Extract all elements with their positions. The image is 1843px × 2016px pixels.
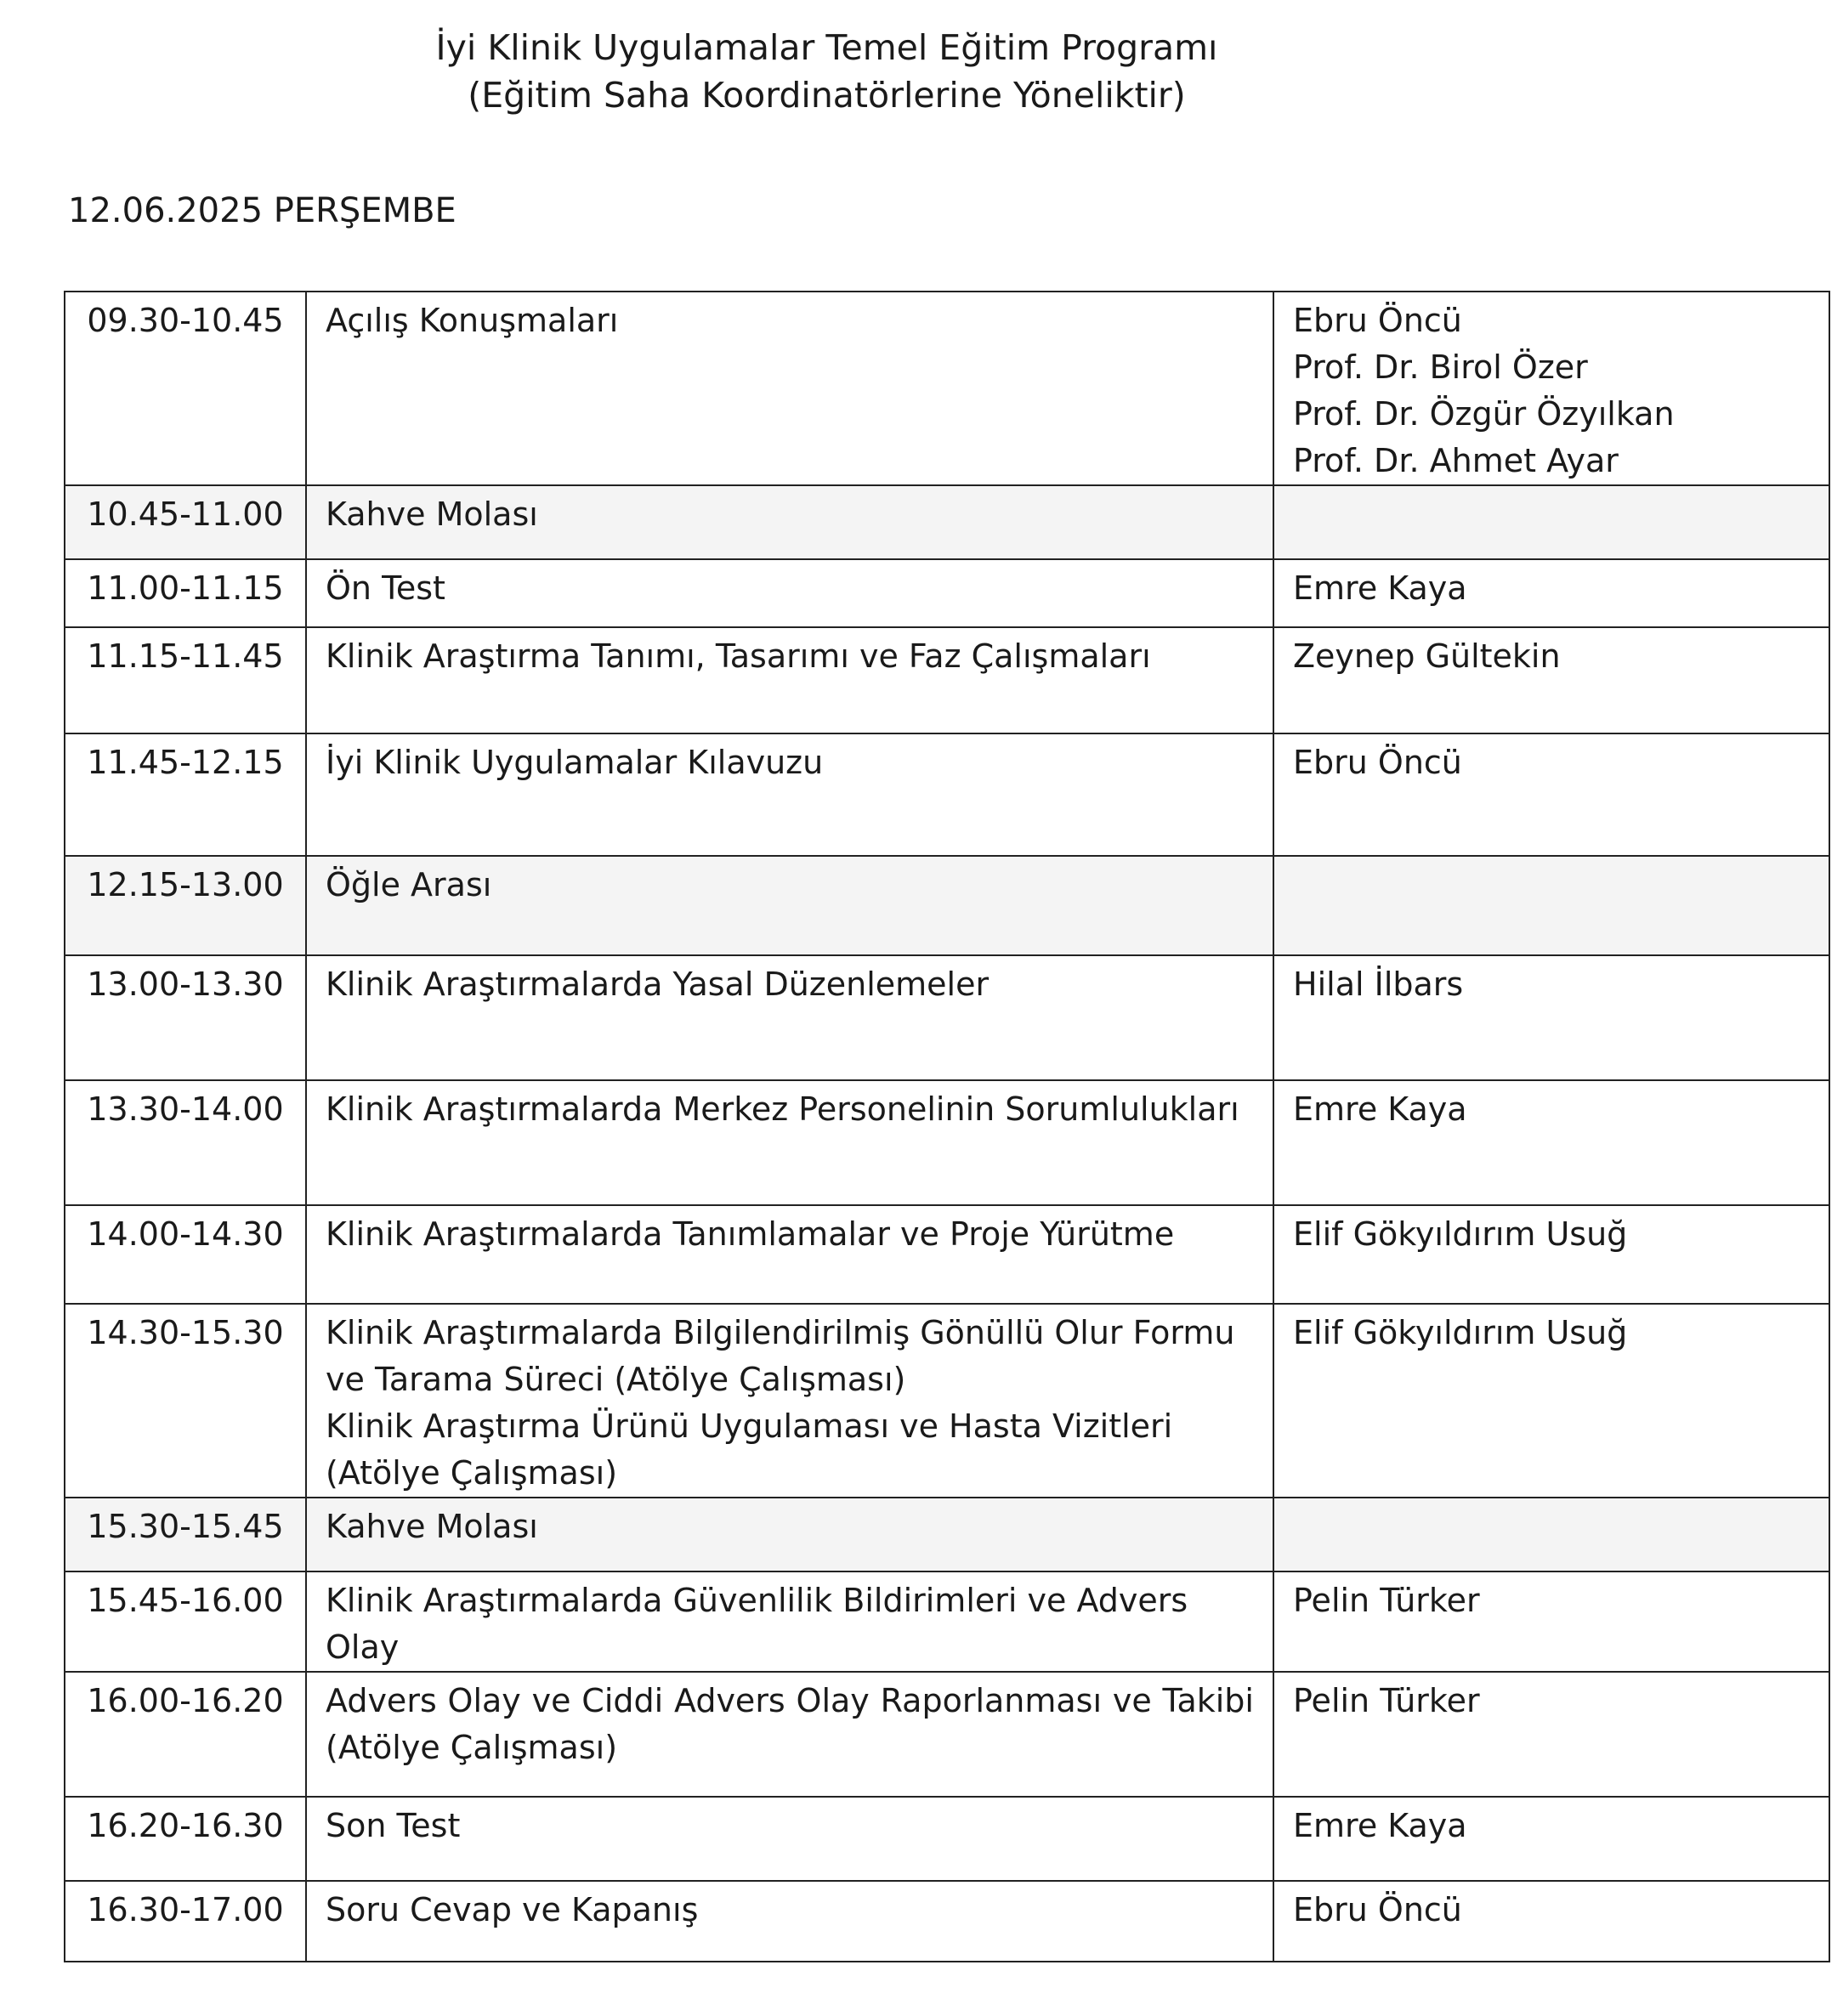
speaker-name: Prof. Dr. Birol Özer: [1293, 348, 1588, 386]
table-row: [65, 292, 1829, 485]
topic-line: Öğle Arası: [326, 866, 492, 903]
topic-line: Klinik Araştırmalarda Merkez Personelinin Sorumlulukları: [326, 1090, 1239, 1128]
speaker-cell: [1273, 1797, 1829, 1881]
topic-cell: [306, 1304, 1273, 1498]
speaker-cell: [1273, 1571, 1829, 1672]
time-cell: 13.30-14.00: [65, 1080, 306, 1205]
table-row: [65, 1080, 1829, 1205]
topic-line: Ön Test: [326, 569, 445, 607]
time-cell: 15.30-15.45: [65, 1498, 306, 1571]
topic-line: Soru Cevap ve Kapanış: [326, 1891, 699, 1928]
speaker-name: Ebru Öncü: [1293, 302, 1462, 339]
topic-cell: [306, 1672, 1273, 1797]
time-cell: 13.00-13.30: [65, 955, 306, 1080]
speaker-cell: [1273, 1304, 1829, 1498]
title-line-1: İyi Klinik Uygulamalar Temel Eğitim Programı: [435, 27, 1218, 68]
topic-line: Klinik Araştırma Ürünü Uygulaması ve Hasta Vizitleri (Atölye Çalışması): [326, 1407, 1173, 1492]
speaker-name: Ebru Öncü: [1293, 744, 1462, 781]
topic-line: Klinik Araştırmalarda Tanımlamalar ve Proje Yürütme: [326, 1215, 1175, 1253]
topic-line: Klinik Araştırmalarda Güvenlilik Bildirimleri ve Advers Olay: [326, 1582, 1188, 1666]
topic-cell: [306, 856, 1273, 955]
speaker-cell: [1273, 1080, 1829, 1205]
table-row: [65, 1304, 1829, 1498]
topic-line: Klinik Araştırma Tanımı, Tasarımı ve Faz Çalışmaları: [326, 637, 1151, 675]
topic-line: Kahve Molası: [326, 496, 538, 533]
speaker-name: Pelin Türker: [1293, 1682, 1480, 1719]
table-row: [65, 1571, 1829, 1672]
table-row: [65, 485, 1829, 559]
topic-cell: [306, 292, 1273, 485]
speaker-cell: [1273, 1881, 1829, 1962]
time-cell: 11.15-11.45: [65, 627, 306, 733]
topic-cell: [306, 1205, 1273, 1304]
topic-line: Advers Olay ve Ciddi Advers Olay Raporlanması ve Takibi (Atölye Çalışması): [326, 1682, 1254, 1766]
speaker-cell: [1273, 733, 1829, 856]
topic-cell: [306, 559, 1273, 627]
table-row: [65, 559, 1829, 627]
speaker-name: Emre Kaya: [1293, 569, 1467, 607]
topic-line: Son Test: [326, 1807, 461, 1844]
topic-line: Klinik Araştırmalarda Bilgilendirilmiş Gönüllü Olur Formu ve Tarama Süreci (Atölye Çalışması): [326, 1314, 1235, 1398]
speaker-cell: [1273, 1672, 1829, 1797]
topic-line: Kahve Molası: [326, 1508, 538, 1545]
speaker-cell: [1273, 627, 1829, 733]
table-row: [65, 733, 1829, 856]
speaker-cell: [1273, 955, 1829, 1080]
table-row: [65, 1498, 1829, 1571]
speaker-cell: [1273, 856, 1829, 955]
document-title: [0, 24, 1653, 119]
time-cell: 11.45-12.15: [65, 733, 306, 856]
speaker-cell: [1273, 292, 1829, 485]
speaker-name: Ebru Öncü: [1293, 1891, 1462, 1928]
schedule-table: [64, 291, 1830, 1962]
speaker-name: Prof. Dr. Özgür Özyılkan: [1293, 395, 1675, 433]
topic-cell: [306, 1571, 1273, 1672]
table-row: [65, 1672, 1829, 1797]
time-cell: 15.45-16.00: [65, 1571, 306, 1672]
table-row: [65, 1797, 1829, 1881]
topic-line: Klinik Araştırmalarda Yasal Düzenlemeler: [326, 966, 990, 1003]
speaker-cell: [1273, 559, 1829, 627]
topic-line: İyi Klinik Uygulamalar Kılavuzu: [326, 744, 824, 781]
speaker-name: Pelin Türker: [1293, 1582, 1480, 1619]
topic-cell: [306, 1797, 1273, 1881]
speaker-name: Zeynep Gültekin: [1293, 637, 1561, 675]
topic-cell: [306, 627, 1273, 733]
table-row: [65, 1205, 1829, 1304]
time-cell: 14.30-15.30: [65, 1304, 306, 1498]
program-date: 12.06.2025 PERŞEMBE: [68, 191, 456, 230]
topic-cell: [306, 1498, 1273, 1571]
topic-cell: [306, 1881, 1273, 1962]
time-cell: 11.00-11.15: [65, 559, 306, 627]
time-cell: 14.00-14.30: [65, 1205, 306, 1304]
time-cell: 09.30-10.45: [65, 292, 306, 485]
table-row: [65, 856, 1829, 955]
table-row: [65, 1881, 1829, 1962]
time-cell: 12.15-13.00: [65, 856, 306, 955]
topic-cell: [306, 733, 1273, 856]
speaker-cell: [1273, 1498, 1829, 1571]
title-line-2: (Eğitim Saha Koordinatörlerine Yöneliktir): [468, 75, 1186, 116]
speaker-cell: [1273, 485, 1829, 559]
speaker-name: Emre Kaya: [1293, 1807, 1467, 1844]
topic-cell: [306, 485, 1273, 559]
time-cell: 16.00-16.20: [65, 1672, 306, 1797]
speaker-name: Elif Gökyıldırım Usuğ: [1293, 1215, 1628, 1253]
speaker-name: Hilal İlbars: [1293, 966, 1464, 1003]
speaker-name: Emre Kaya: [1293, 1090, 1467, 1128]
speaker-name: Elif Gökyıldırım Usuğ: [1293, 1314, 1628, 1351]
table-row: [65, 955, 1829, 1080]
table-row: [65, 627, 1829, 733]
topic-line: Açılış Konuşmaları: [326, 302, 619, 339]
topic-cell: [306, 955, 1273, 1080]
time-cell: 16.30-17.00: [65, 1881, 306, 1962]
speaker-cell: [1273, 1205, 1829, 1304]
time-cell: 10.45-11.00: [65, 485, 306, 559]
time-cell: 16.20-16.30: [65, 1797, 306, 1881]
speaker-name: Prof. Dr. Ahmet Ayar: [1293, 442, 1619, 479]
topic-cell: [306, 1080, 1273, 1205]
